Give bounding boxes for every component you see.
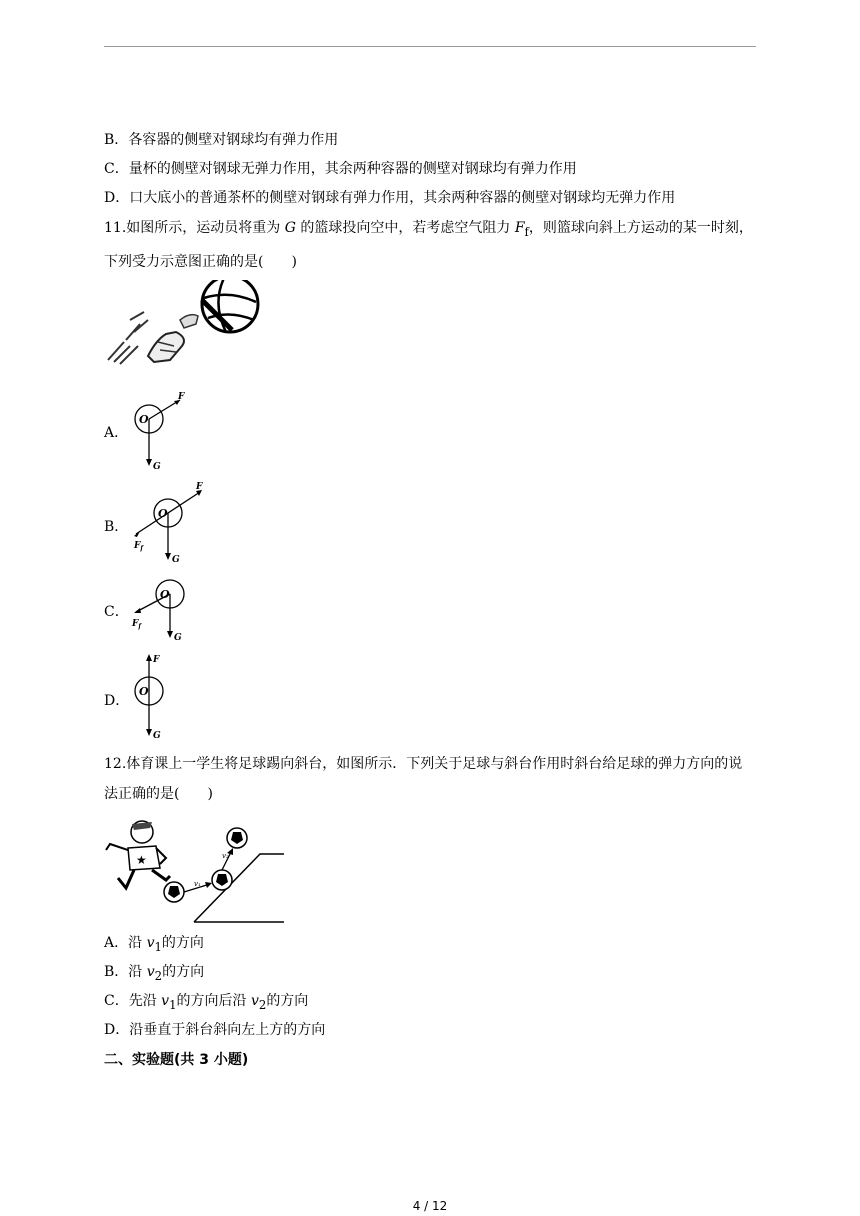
q11-option-d-diagram bbox=[130, 652, 180, 742]
label-f: F bbox=[178, 392, 185, 402]
label-o: O bbox=[139, 413, 149, 426]
label-g: G bbox=[174, 633, 182, 643]
q11-text-1: 11.如图所示，运动员将重为 bbox=[104, 220, 281, 236]
label-f: F bbox=[196, 482, 203, 492]
football-slope-figure bbox=[104, 818, 289, 928]
label-o: O bbox=[158, 507, 168, 520]
q12-option-b: B．沿 $v_2$的方向 bbox=[104, 964, 205, 983]
q11-option-c-label: C． bbox=[104, 604, 129, 620]
q12-option-a: A．沿 $v_1$的方向 bbox=[104, 935, 204, 954]
page-number: 4 / 12 bbox=[412, 1199, 448, 1213]
q12-option-c: C．先沿 $v_1$的方向后沿 $v_2$的方向 bbox=[104, 993, 309, 1012]
q11-option-b-label: B． bbox=[104, 519, 129, 535]
q11-option-a-label: A． bbox=[104, 425, 129, 441]
label-f: F bbox=[153, 655, 160, 665]
q12-option-d: D．沿垂直于斜台斜向左上方的方向 bbox=[104, 1022, 326, 1038]
q11-option-c-diagram bbox=[130, 576, 194, 648]
q11-var-g: G bbox=[284, 220, 296, 236]
header-rule bbox=[104, 46, 756, 47]
question-12-stem: 12.体育课上一学生将足球踢向斜台，如图所示．下列关于足球与斜台作用时斜台给足球的弹力方向的说法正确的是( ) bbox=[104, 756, 743, 802]
q11-option-a-diagram bbox=[130, 392, 190, 472]
question-11-stem bbox=[104, 213, 756, 277]
label-g: G bbox=[172, 555, 180, 565]
label-g: G bbox=[153, 731, 161, 741]
option-b-prev: B．各容器的侧壁对钢球均有弹力作用 bbox=[104, 132, 339, 148]
star-icon: ★ bbox=[136, 853, 147, 867]
label-ff: $F_f$ bbox=[132, 619, 141, 630]
label-ff: $F_f$ bbox=[134, 541, 143, 552]
q11-option-b-diagram bbox=[130, 480, 210, 566]
label-g: G bbox=[153, 462, 161, 472]
label-o: O bbox=[160, 588, 170, 601]
section-heading: 二、实验题(共 3 小题) bbox=[104, 1052, 249, 1068]
option-c-prev: C．量杯的侧壁对钢球无弹力作用，其余两种容器的侧壁对钢球均有弹力作用 bbox=[104, 161, 577, 177]
option-d-prev: D．口大底小的普通茶杯的侧壁对钢球有弹力作用，其余两种容器的侧壁对钢球均无弹力作用 bbox=[104, 190, 676, 206]
q11-text-3: ，则篮球向斜上方运动的某一时刻，下列受力示意图正确的是( ) bbox=[104, 220, 753, 270]
q11-option-d-label: D． bbox=[104, 693, 130, 709]
q11-var-f-sub: f bbox=[524, 224, 529, 239]
label-v1: v₁ bbox=[194, 880, 201, 888]
label-o: O bbox=[139, 685, 149, 698]
q11-text-2: 的篮球投向空中，若考虑空气阻力 bbox=[300, 220, 511, 236]
q11-var-f: F bbox=[514, 220, 525, 236]
label-v2: v₂ bbox=[222, 852, 229, 860]
basketball-throw-figure bbox=[104, 280, 264, 370]
